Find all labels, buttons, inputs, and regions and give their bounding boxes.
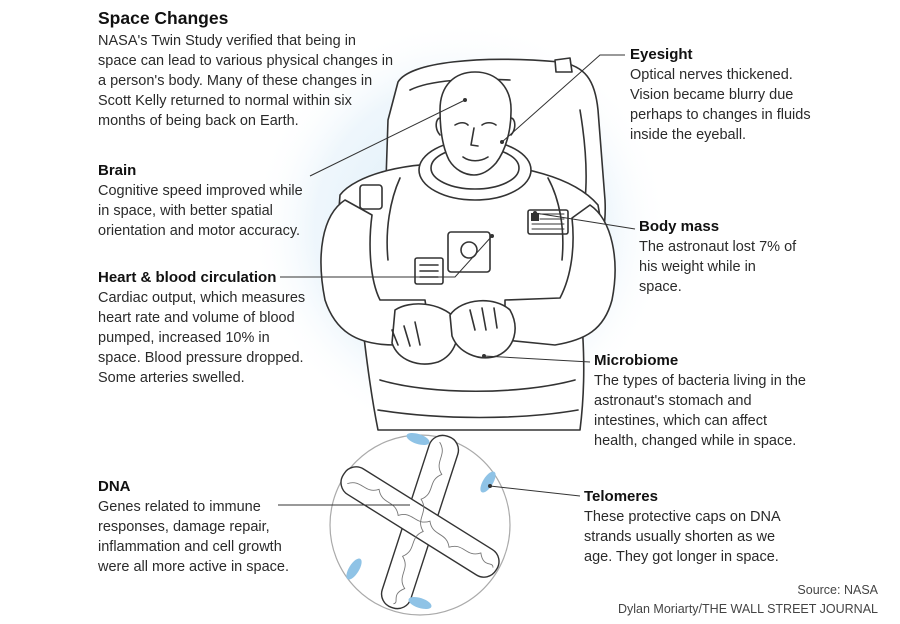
chest-panel (448, 232, 490, 272)
callout-eyesight (630, 45, 830, 145)
callout-text: The astronaut lost 7% of his weight while in space. (639, 239, 797, 295)
callout-text: Cognitive speed improved while in space, with better spatial orientation and motor accuracy. (98, 183, 303, 239)
callout-telomeres (584, 487, 799, 567)
dna-inset (330, 431, 510, 615)
callout-brain (98, 161, 313, 241)
callout-heading: Heart & blood circulation (98, 269, 277, 286)
byline-credit: Dylan Moriarty/THE WALL STREET JOURNAL (617, 602, 878, 616)
callout-heart (98, 268, 313, 388)
callout-body-mass (639, 217, 799, 297)
page-title: Space Changes (98, 8, 229, 28)
mission-patch (360, 185, 382, 209)
callout-heading: Telomeres (584, 488, 658, 505)
callout-microbiome (594, 351, 809, 451)
callout-text: Cardiac output, which measures heart rate and volume of blood pumped, increased 10% in space. Blood pressure dropped. Some arteries swelled. (98, 290, 306, 386)
callout-text: These protective caps on DNA strands usually shorten as we age. They got longer in space. (584, 509, 780, 565)
callout-heading: DNA (98, 478, 131, 495)
callout-heading: Microbiome (594, 352, 679, 369)
callout-heading: Eyesight (630, 46, 693, 63)
callout-dna (98, 477, 298, 577)
callout-heading: Body mass (639, 218, 720, 235)
glove-left (392, 304, 458, 364)
callout-heading: Brain (98, 162, 137, 179)
callout-text: Genes related to immune responses, damage repair, inflammation and cell growth were all more active in space. (98, 499, 289, 575)
intro-text: NASA's Twin Study verified that being in space can lead to various physical changes in a person's body. Many of these changes in Scott Kelly returned to normal within six months of being back on Earth. (98, 33, 394, 129)
callout-text: Optical nerves thickened. Vision became blurry due perhaps to changes in fluids inside the eyeball. (630, 67, 811, 143)
callout-text: The types of bacteria living in the astronaut's stomach and intestines, which can affect health, changed while in space. (594, 373, 806, 449)
source-credit: Source: NASA (797, 583, 878, 597)
